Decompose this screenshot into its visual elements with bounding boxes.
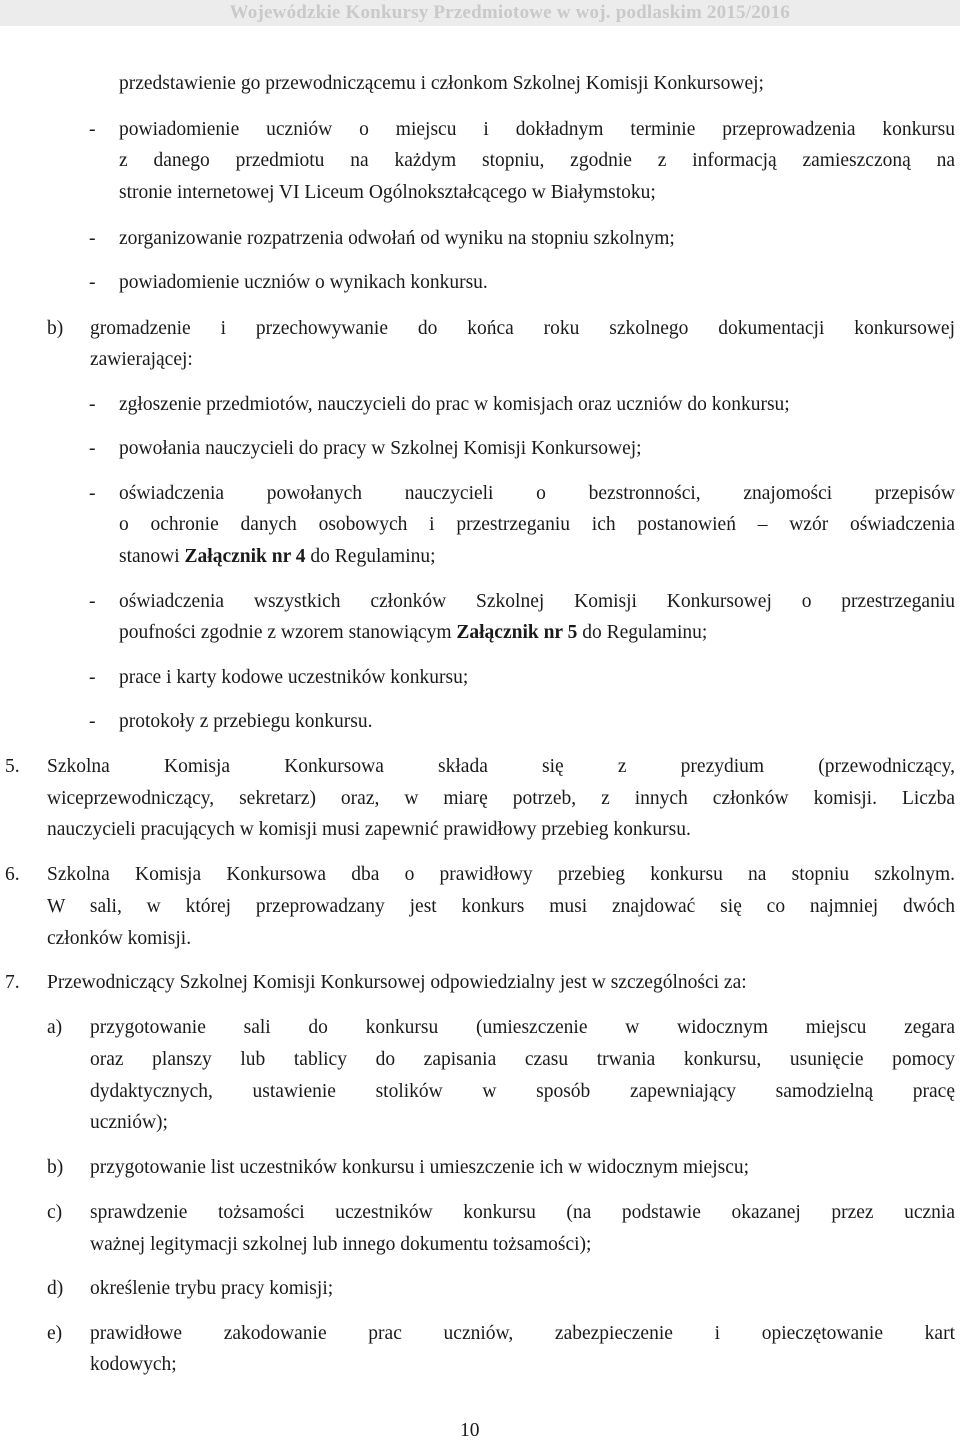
list-marker: b) — [47, 318, 64, 339]
text-line: prace i karty kodowe uczestników konkursu; — [119, 667, 469, 688]
list-dash: - — [89, 394, 96, 415]
text-line: protokoły z przebiegu konkursu. — [119, 711, 373, 732]
text-line: nauczycieli pracujących w komisji musi zapewnić prawidłowy przebieg konkursu. — [47, 819, 691, 840]
bold-reference: Załącznik nr 5 — [456, 622, 578, 643]
page-header — [0, 0, 960, 26]
text-line: z danego przedmiotu na każdym stopniu, zgodnie z informacją zamieszczoną na — [119, 150, 955, 171]
text-line: określenie trybu pracy komisji; — [90, 1278, 334, 1299]
text-line: oświadczenia powołanych nauczycieli o bezstronności, znajomości przepisów — [119, 483, 955, 504]
text-line: prawidłowe zakodowanie prac uczniów, zabezpieczenie i opieczętowanie kart — [90, 1323, 955, 1344]
text-line: powołania nauczycieli do pracy w Szkolnej Komisji Konkursowej; — [119, 438, 642, 459]
text-line: oraz planszy lub tablicy do zapisania czasu trwania konkursu, usunięcie pomocy — [90, 1049, 955, 1070]
text-line: sprawdzenie tożsamości uczestników konkursu (na podstawie okazanej przez ucznia — [90, 1202, 955, 1223]
text-line: zgłoszenie przedmiotów, nauczycieli do prac w komisjach oraz uczniów do konkursu; — [119, 394, 790, 415]
list-dash: - — [89, 483, 96, 504]
section-number: 5. — [5, 756, 20, 777]
text-line: gromadzenie i przechowywanie do końca roku szkolnego dokumentacji konkursowej — [90, 318, 955, 339]
text-line: Szkolna Komisja Konkursowa składa się z prezydium (przewodniczący, — [47, 756, 955, 777]
list-marker: d) — [47, 1278, 64, 1299]
page-number: 10 — [460, 1420, 480, 1441]
list-dash: - — [89, 711, 96, 732]
text-line: przygotowanie list uczestników konkursu i umieszczenie ich w widocznym miejscu; — [90, 1157, 750, 1178]
text-line: Przewodniczący Szkolnej Komisji Konkursowej odpowiedzialny jest w szczególności za: — [47, 972, 747, 993]
list-dash: - — [89, 591, 96, 612]
list-dash: - — [89, 119, 96, 140]
section-number: 6. — [5, 864, 20, 885]
list-dash: - — [89, 228, 96, 249]
text-line: W sali, w której przeprowadzany jest konkurs musi znajdować się co najmniej dwóch — [47, 896, 955, 917]
text-line: ważnej legitymacji szkolnej lub innego dokumentu tożsamości); — [90, 1234, 592, 1255]
text-line: zawierającej: — [90, 349, 193, 370]
text-line: stronie internetowej VI Liceum Ogólnokształcącego w Białymstoku; — [119, 182, 656, 203]
text-line: kodowych; — [90, 1354, 177, 1375]
list-dash: - — [89, 272, 96, 293]
list-dash: - — [89, 667, 96, 688]
text-line: powiadomienie uczniów o miejscu i dokładnym terminie przeprowadzenia konkursu — [119, 119, 955, 140]
text-line: o ochronie danych osobowych i przestrzeganiu ich postanowień – wzór oświadczenia — [119, 514, 955, 535]
text-line: dydaktycznych, ustawienie stolików w sposób zapewniający samodzielną pracę — [90, 1081, 955, 1102]
header-title: Wojewódzkie Konkursy Przedmiotowe w woj. podlaskim 2015/2016 — [229, 2, 790, 23]
text-line: Szkolna Komisja Konkursowa dba o prawidłowy przebieg konkursu na stopniu szkolnym. — [47, 864, 955, 885]
text-line: uczniów); — [90, 1112, 168, 1133]
list-marker: e) — [47, 1323, 63, 1344]
text-line: członków komisji. — [47, 928, 192, 949]
list-dash: - — [89, 438, 96, 459]
list-marker: a) — [47, 1017, 63, 1038]
text-line: przedstawienie go przewodniczącemu i członkom Szkolnej Komisji Konkursowej; — [119, 73, 764, 94]
text-line: stanowi Załącznik nr 4 do Regulaminu; — [119, 546, 436, 567]
text-line: oświadczenia wszystkich członków Szkolnej Komisji Konkursowej o przestrzeganiu — [119, 591, 955, 612]
text-line: przygotowanie sali do konkursu (umieszczenie w widocznym miejscu zegara — [90, 1017, 955, 1038]
list-marker: b) — [47, 1157, 64, 1178]
text-line: zorganizowanie rozpatrzenia odwołań od wyniku na stopniu szkolnym; — [119, 228, 675, 249]
text-line: wiceprzewodniczący, sekretarz) oraz, w miarę potrzeb, z innych członków komisji. Liczba — [47, 788, 955, 809]
list-marker: c) — [47, 1202, 63, 1223]
text-line: poufności zgodnie z wzorem stanowiącym Załącznik nr 5 do Regulaminu; — [119, 622, 708, 643]
section-number: 7. — [5, 972, 20, 993]
bold-reference: Załącznik nr 4 — [184, 546, 306, 567]
text-line: powiadomienie uczniów o wynikach konkursu. — [119, 272, 488, 293]
